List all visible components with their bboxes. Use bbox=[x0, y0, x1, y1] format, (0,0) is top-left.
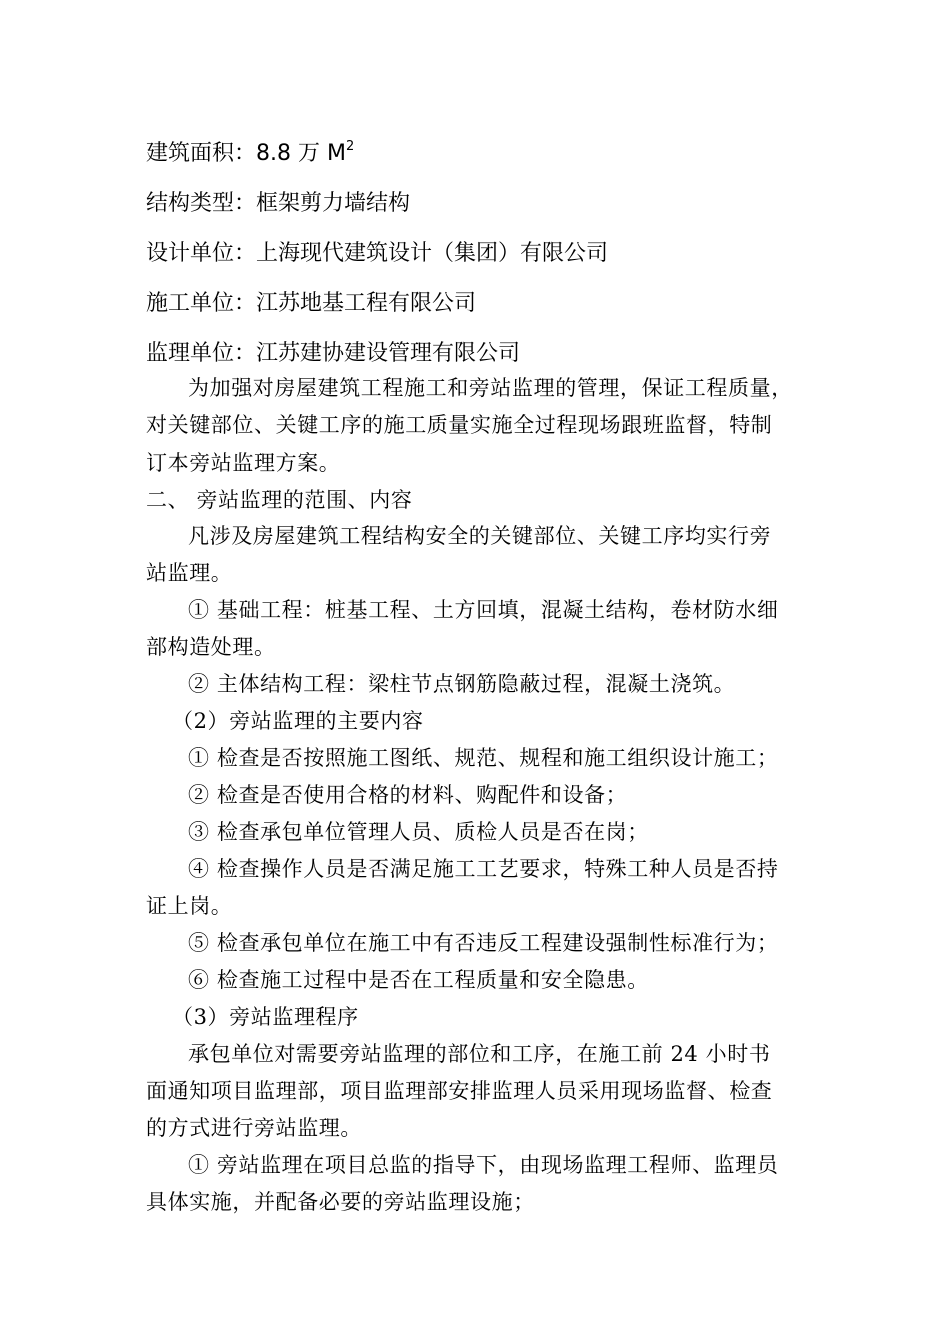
list-item-continuation: 证上岗。 bbox=[146, 894, 233, 918]
construction-unit-value: 江苏地基工程有限公司 bbox=[256, 291, 477, 316]
list-item: ① 旁站监理在项目总监的指导下，由现场监理工程师、监理员 bbox=[188, 1153, 779, 1177]
building-area-value: 8.8 万 M bbox=[256, 141, 346, 166]
list-item: ④ 检查操作人员是否满足施工工艺要求，特殊工种人员是否持 bbox=[188, 857, 779, 881]
building-area-unit-superscript: 2 bbox=[345, 139, 355, 154]
supervision-unit-value: 江苏建协建设管理有限公司 bbox=[256, 341, 521, 366]
construction-unit-label: 施工单位： bbox=[146, 291, 257, 316]
list-item: ③ 检查承包单位管理人员、质检人员是否在岗； bbox=[188, 820, 649, 844]
paragraph-line: 的方式进行旁站监理。 bbox=[146, 1116, 362, 1140]
supervision-unit-line bbox=[146, 336, 520, 367]
construction-unit-line bbox=[146, 286, 476, 317]
list-item: ② 检查是否使用合格的材料、购配件和设备； bbox=[188, 783, 628, 807]
paragraph-line: 为加强对房屋建筑工程施工和旁站监理的管理，保证工程质量， bbox=[188, 376, 793, 400]
building-area-label: 建筑面积： bbox=[146, 141, 257, 166]
list-item-continuation: 部构造处理。 bbox=[146, 635, 276, 659]
section-heading: 二、 旁站监理的范围、内容 bbox=[146, 488, 413, 512]
paragraph-line: 站监理。 bbox=[146, 561, 233, 585]
list-item: ① 基础工程：桩基工程、土方回填，混凝土结构，卷材防水细 bbox=[188, 598, 779, 622]
paragraph-line: 凡涉及房屋建筑工程结构安全的关键部位、关键工序均实行旁 bbox=[188, 524, 772, 548]
subsection-heading: （2）旁站监理的主要内容 bbox=[172, 709, 424, 733]
paragraph-line: 订本旁站监理方案。 bbox=[146, 451, 341, 475]
list-item-continuation: 具体实施，并配备必要的旁站监理设施； bbox=[146, 1190, 535, 1214]
subsection-heading: （3）旁站监理程序 bbox=[172, 1005, 359, 1029]
paragraph-line: 对关键部位、关键工序的施工质量实施全过程现场跟班监督，特制 bbox=[146, 413, 773, 437]
list-item: ⑤ 检查承包单位在施工中有否违反工程建设强制性标准行为； bbox=[188, 931, 779, 955]
list-item: ① 检查是否按照施工图纸、规范、规程和施工组织设计施工； bbox=[188, 746, 779, 770]
list-item: ⑥ 检查施工过程中是否在工程质量和安全隐患。 bbox=[188, 968, 649, 992]
list-item: ② 主体结构工程：梁柱节点钢筋隐蔽过程，混凝土浇筑。 bbox=[188, 672, 736, 696]
building-area-line bbox=[146, 136, 354, 167]
structure-type-label: 结构类型： bbox=[146, 191, 257, 216]
supervision-unit-label: 监理单位： bbox=[146, 341, 257, 366]
paragraph-line: 面通知项目监理部，项目监理部安排监理人员采用现场监督、检查 bbox=[146, 1079, 773, 1103]
design-unit-label: 设计单位： bbox=[146, 241, 257, 266]
paragraph-line: 承包单位对需要旁站监理的部位和工序，在施工前 24 小时书 bbox=[188, 1042, 771, 1066]
design-unit-line bbox=[146, 236, 608, 267]
structure-type-line bbox=[146, 186, 410, 217]
structure-type-value: 框架剪力墙结构 bbox=[256, 191, 411, 216]
design-unit-value: 上海现代建筑设计（集团）有限公司 bbox=[256, 241, 609, 266]
